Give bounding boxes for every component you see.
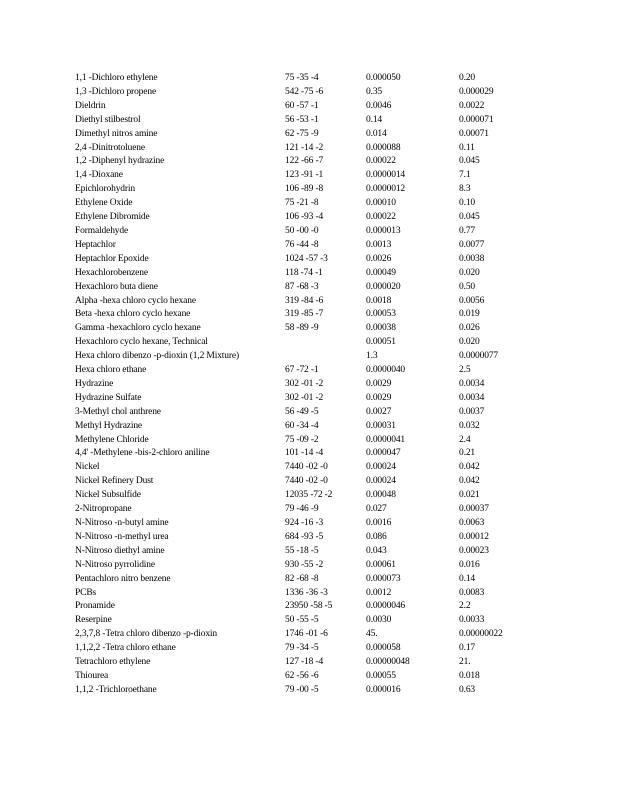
chemical-name: Pronamide: [75, 601, 115, 612]
cas-number: 106 -89 -8: [285, 184, 324, 195]
value-column-1: 0.0000046: [366, 601, 406, 612]
cas-number: 56 -53 -1: [285, 114, 319, 125]
cas-number: [285, 350, 366, 364]
table-row: [75, 239, 545, 253]
value-column-1: 0.35: [366, 86, 383, 97]
chemical-name: 2,3,7,8 -Tetra chloro dibenzo -p-dioxin: [75, 629, 218, 640]
value-column-2: 21.: [459, 657, 471, 668]
table-row: [75, 295, 545, 309]
table-row: [75, 350, 545, 364]
value-column-2: 0.042: [459, 462, 480, 473]
value-column-1: 0.00055: [366, 670, 396, 681]
chemical-name: Alpha -hexa chloro cyclo hexane: [75, 295, 196, 306]
cas-number: 542 -75 -6: [285, 86, 324, 97]
table-row: [75, 447, 545, 461]
cas-number: 924 -16 -3: [285, 518, 324, 528]
chemical-name: N-Nitroso diethyl amine: [75, 545, 165, 556]
value-column-1: 0.000020: [366, 281, 401, 292]
value-column-2: 2.4: [459, 434, 471, 445]
cas-number: 75 -09 -2: [285, 434, 319, 445]
value-column-1: 1.3: [366, 351, 378, 362]
chemical-name: Hydrazine: [75, 378, 114, 389]
value-column-2: 0.000071: [459, 114, 494, 125]
value-column-1: 0.0027: [366, 406, 392, 417]
cas-number: 121 -14 -2: [285, 142, 324, 153]
chemical-name: Dieldrin: [75, 100, 106, 111]
value-column-1: 0.00051: [366, 337, 396, 348]
chemical-name: Dimethyl nitros amine: [75, 128, 158, 139]
value-column-1: 0.00024: [366, 462, 396, 473]
value-column-1: 0.00022: [366, 212, 396, 223]
cas-number: 55 -18 -5: [285, 545, 319, 556]
cas-number: 50 -00 -0: [285, 225, 319, 236]
table-row: [75, 559, 545, 573]
chemical-name: Heptachlor: [75, 239, 116, 250]
cas-number: 122 -66 -7: [285, 156, 324, 167]
value-column-2: 0.018: [459, 670, 480, 681]
chemical-table: [75, 72, 545, 698]
chemical-name: 3-Methyl chol anthrene: [75, 406, 161, 417]
table-row: [75, 86, 545, 100]
chemical-name: Hydrazine Sulfate: [75, 392, 142, 403]
value-column-2: 0.17: [459, 643, 476, 654]
value-column-2: 0.63: [459, 684, 476, 695]
value-column-1: 0.00049: [366, 267, 396, 278]
value-column-2: 0.14: [459, 573, 476, 584]
value-column-2: 0.020: [459, 267, 480, 278]
cas-number: 127 -18 -4: [285, 657, 324, 668]
table-row: [75, 670, 545, 684]
table-row: [75, 197, 545, 211]
cas-number: 82 -68 -8: [285, 573, 319, 584]
chemical-name: Diethyl stilbestrol: [75, 114, 141, 125]
value-column-1: 0.0046: [366, 100, 392, 111]
value-column-2: 0.21: [459, 448, 476, 459]
table-row: [75, 420, 545, 434]
chemical-name: Methylene Chloride: [75, 434, 149, 445]
value-column-1: 0.0000012: [366, 184, 406, 195]
cas-number: 118 -74 -1: [285, 267, 323, 278]
table-row: [75, 684, 545, 698]
value-column-1: 0.0018: [366, 295, 392, 306]
value-column-2: 0.019: [459, 309, 480, 320]
table-row: [75, 183, 545, 197]
chemical-name: 4,4' -Methylene -bis-2-chloro aniline: [75, 448, 210, 459]
chemical-name: Pentachloro nitro benzene: [75, 573, 171, 584]
value-column-1: 0.000073: [366, 573, 401, 584]
value-column-1: 0.0029: [366, 392, 392, 403]
value-column-1: 45.: [366, 629, 378, 640]
table-row: [75, 364, 545, 378]
value-column-2: 0.00000022: [459, 629, 503, 640]
table-row: [75, 225, 545, 239]
cas-number: 58 -89 -9: [285, 323, 319, 334]
chemical-name: 1,4 -Dioxane: [75, 170, 123, 181]
value-column-1: 0.0016: [366, 518, 392, 528]
table-row: [75, 267, 545, 281]
value-column-1: 0.086: [366, 531, 387, 542]
cas-number: 60 -57 -1: [285, 100, 319, 111]
value-column-2: 8.3: [459, 184, 471, 195]
table-row: [75, 211, 545, 225]
value-column-1: 0.00053: [366, 309, 396, 320]
value-column-1: 0.0030: [366, 615, 392, 626]
value-column-2: 0.0083: [459, 587, 485, 598]
chemical-name: Heptachlor Epoxide: [75, 253, 149, 264]
value-column-1: 0.00061: [366, 559, 396, 570]
table-row: [75, 114, 545, 128]
value-column-1: 0.000047: [366, 448, 401, 459]
value-column-2: 2.5: [459, 365, 471, 376]
table-row: [75, 628, 545, 642]
table-row: [75, 406, 545, 420]
value-column-1: 0.00022: [366, 156, 396, 167]
value-column-1: 0.043: [366, 545, 387, 556]
cas-number: 75 -35 -4: [285, 73, 319, 83]
value-column-2: 0.032: [459, 420, 480, 431]
chemical-name: Reserpine: [75, 615, 112, 626]
chemical-name: Nickel: [75, 462, 100, 473]
chemical-name: 1,1,2,2 -Tetra chloro ethane: [75, 643, 176, 654]
value-column-1: 0.00000048: [366, 657, 410, 668]
chemical-name: Hexachloro cyclo hexane, Technical: [75, 337, 208, 348]
cas-number: 302 -01 -2: [285, 378, 324, 389]
value-column-2: 0.020: [459, 337, 480, 348]
value-column-2: 0.00012: [459, 531, 489, 542]
value-column-1: 0.0000014: [366, 170, 406, 181]
value-column-2: 0.0022: [459, 100, 485, 111]
table-row: [75, 378, 545, 392]
table-row: [75, 281, 545, 295]
cas-number: 930 -55 -2: [285, 559, 324, 570]
chemical-name: Hexachloro buta diene: [75, 281, 158, 292]
cas-number: 319 -84 -6: [285, 295, 324, 306]
value-column-2: 0.016: [459, 559, 480, 570]
value-column-1: 0.027: [366, 504, 387, 515]
chemical-name: Nickel Subsulfide: [75, 490, 141, 501]
table-row: [75, 308, 545, 322]
chemical-name: 1,1,2 -Trichloroethane: [75, 684, 157, 695]
table-row: [75, 155, 545, 169]
cas-number: 101 -14 -4: [285, 448, 324, 459]
value-column-2: 0.0063: [459, 518, 485, 528]
chemical-name: 1,1 -Dichloro ethylene: [75, 73, 158, 83]
value-column-1: 0.0026: [366, 253, 392, 264]
value-column-1: 0.00010: [366, 198, 396, 209]
value-column-2: 0.0033: [459, 615, 485, 626]
value-column-2: 0.0037: [459, 406, 485, 417]
chemical-name: N-Nitroso -n-methyl urea: [75, 531, 169, 542]
cas-number: 79 -46 -9: [285, 504, 319, 515]
table-row: [75, 72, 545, 86]
value-column-1: 0.014: [366, 128, 387, 139]
cas-number: 79 -34 -5: [285, 643, 319, 654]
chemical-name: 1,3 -Dichloro propene: [75, 86, 157, 97]
cas-number: 67 -72 -1: [285, 365, 319, 376]
table-row: [75, 642, 545, 656]
cas-number: 1336 -36 -3: [285, 587, 328, 598]
table-row: [75, 392, 545, 406]
value-column-2: 0.77: [459, 225, 476, 236]
table-row: [75, 489, 545, 503]
table-row: [75, 475, 545, 489]
cas-number: [285, 336, 366, 350]
chemical-name: 2-Nitropropane: [75, 504, 132, 515]
cas-number: 75 -21 -8: [285, 198, 319, 209]
chemical-name: 2,4 -Dinitrotoluene: [75, 142, 145, 153]
table-row: [75, 545, 545, 559]
chemical-name: Epichlorohydrin: [75, 184, 136, 195]
chemical-name: Nickel Refinery Dust: [75, 476, 154, 487]
table-row: [75, 253, 545, 267]
value-column-2: 0.0077: [459, 239, 485, 250]
value-column-2: 0.00037: [459, 504, 489, 515]
cas-number: 12035 -72 -2: [285, 490, 333, 501]
cas-number: 56 -49 -5: [285, 406, 319, 417]
value-column-1: 0.14: [366, 114, 383, 125]
table-row: [75, 461, 545, 475]
table-row: [75, 573, 545, 587]
cas-number: 123 -91 -1: [285, 170, 324, 181]
cas-number: 87 -68 -3: [285, 281, 319, 292]
cas-number: 7440 -02 -0: [285, 476, 328, 487]
cas-number: 1746 -01 -6: [285, 629, 328, 640]
cas-number: 302 -01 -2: [285, 392, 324, 403]
cas-number: 684 -93 -5: [285, 531, 324, 542]
chemical-name: Tetrachloro ethylene: [75, 657, 151, 668]
value-column-1: 0.0000040: [366, 365, 406, 376]
cas-number: 23950 -58 -5: [285, 601, 333, 612]
value-column-2: 0.045: [459, 212, 480, 223]
value-column-1: 0.000016: [366, 684, 401, 695]
cas-number: 319 -85 -7: [285, 309, 324, 320]
cas-number: 50 -55 -5: [285, 615, 319, 626]
table-row: [75, 434, 545, 448]
table-row: [75, 322, 545, 336]
value-column-2: 0.20: [459, 73, 476, 83]
value-column-2: 0.10: [459, 198, 476, 209]
cas-number: 7440 -02 -0: [285, 462, 328, 473]
table-row: [75, 336, 545, 350]
chemical-name: Beta -hexa chloro cyclo hexane: [75, 309, 191, 320]
value-column-1: 0.00048: [366, 490, 396, 501]
chemical-name: Formaldehyde: [75, 225, 129, 236]
value-column-2: 0.11: [459, 142, 475, 153]
value-column-2: 0.00023: [459, 545, 489, 556]
table-row: [75, 531, 545, 545]
cas-number: 62 -56 -6: [285, 670, 319, 681]
cas-number: 106 -93 -4: [285, 212, 324, 223]
value-column-1: 0.00038: [366, 323, 396, 334]
cas-number: 1024 -57 -3: [285, 253, 328, 264]
value-column-2: 0.0034: [459, 392, 485, 403]
value-column-1: 0.0029: [366, 378, 392, 389]
value-column-2: 2.2: [459, 601, 471, 612]
value-column-1: 0.000050: [366, 73, 401, 83]
value-column-2: 0.000029: [459, 86, 494, 97]
value-column-1: 0.0012: [366, 587, 392, 598]
value-column-2: 0.021: [459, 490, 480, 501]
table-row: [75, 503, 545, 517]
table-row: [75, 587, 545, 601]
value-column-2: 0.045: [459, 156, 480, 167]
chemical-name: Hexa chloro ethane: [75, 365, 147, 376]
chemical-name: N-Nitroso -n-butyl amine: [75, 518, 169, 528]
chemical-name: Ethylene Oxide: [75, 198, 133, 209]
value-column-2: 0.0000077: [459, 351, 499, 362]
chemical-table-body: [75, 72, 545, 698]
value-column-1: 0.00024: [366, 476, 396, 487]
table-row: [75, 517, 545, 531]
value-column-1: 0.00031: [366, 420, 396, 431]
value-column-1: 0.000058: [366, 643, 401, 654]
value-column-1: 0.0000041: [366, 434, 406, 445]
value-column-2: 0.0034: [459, 378, 485, 389]
table-row: [75, 128, 545, 142]
table-row: [75, 142, 545, 156]
value-column-2: 0.0038: [459, 253, 485, 264]
value-column-2: 0.042: [459, 476, 480, 487]
chemical-name: Hexachlorobenzene: [75, 267, 148, 278]
value-column-2: 0.50: [459, 281, 476, 292]
chemical-name: Ethylene Dibromide: [75, 212, 150, 223]
chemical-name: Methyl Hydrazine: [75, 420, 142, 431]
table-row: [75, 169, 545, 183]
chemical-name: Gamma -hexachloro cyclo hexane: [75, 323, 201, 334]
value-column-2: 0.00071: [459, 128, 489, 139]
cas-number: 62 -75 -9: [285, 128, 319, 139]
table-row: [75, 656, 545, 670]
table-row: [75, 614, 545, 628]
chemical-name: N-Nitroso pyrrolidine: [75, 559, 155, 570]
chemical-name: 1,2 -Diphenyl hydrazine: [75, 156, 165, 167]
table-row: [75, 600, 545, 614]
value-column-1: 0.0013: [366, 239, 392, 250]
value-column-1: 0.000088: [366, 142, 401, 153]
chemical-name: Hexa chloro dibenzo -p-dioxin (1,2 Mixture): [75, 351, 239, 362]
chemical-name: Thiourea: [75, 670, 109, 681]
value-column-2: 0.0056: [459, 295, 485, 306]
value-column-2: 7.1: [459, 170, 471, 181]
value-column-1: 0.000013: [366, 225, 401, 236]
cas-number: 60 -34 -4: [285, 420, 319, 431]
chemical-name: PCBs: [75, 587, 97, 598]
value-column-2: 0.026: [459, 323, 480, 334]
cas-number: 76 -44 -8: [285, 239, 319, 250]
cas-number: 79 -00 -5: [285, 684, 319, 695]
table-row: [75, 100, 545, 114]
